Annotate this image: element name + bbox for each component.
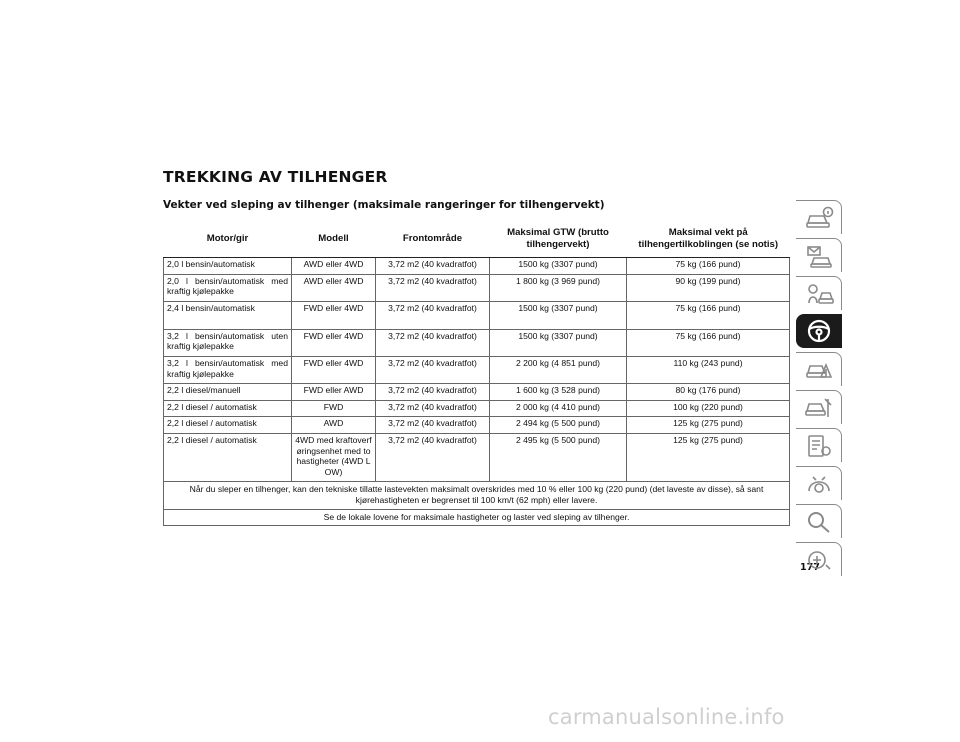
header-motor: Motor/gir <box>164 221 292 258</box>
cell-model: AWD <box>292 417 376 434</box>
cell-model: 4WD med kraftoverføringsenhet med to hastigheter (4WD LOW) <box>292 433 376 481</box>
cell-gtw: 1500 kg (3307 pund) <box>490 329 627 356</box>
chapter-tab-messages[interactable] <box>796 238 842 272</box>
header-front-area: Frontområde <box>376 221 490 258</box>
cell-tongue-weight: 75 kg (166 pund) <box>627 329 790 356</box>
cell-gtw: 1 800 kg (3 969 pund) <box>490 274 627 301</box>
cell-gtw: 2 494 kg (5 500 pund) <box>490 417 627 434</box>
table-row <box>164 400 790 417</box>
cell-motor: 2,2 l diesel / automatisk <box>164 400 292 417</box>
cell-model: AWD eller 4WD <box>292 274 376 301</box>
header-max-tongue-weight: Maksimal vekt på tilhengertilkoblingen (se notis) <box>627 221 790 258</box>
cell-front-area: 3,72 m2 (40 kvadratfot) <box>376 417 490 434</box>
car-message-icon <box>804 243 834 269</box>
cell-gtw: 2 000 kg (4 410 pund) <box>490 400 627 417</box>
cell-front-area: 3,72 m2 (40 kvadratfot) <box>376 301 490 329</box>
table-subtitle: Vekter ved sleping av tilhenger (maksimale rangeringer for tilhengervekt) <box>163 199 605 211</box>
car-emergency-icon <box>804 357 834 383</box>
search-icon <box>804 509 834 535</box>
header-max-gtw: Maksimal GTW (brutto tilhengervekt) <box>490 221 627 258</box>
cell-tongue-weight: 125 kg (275 pund) <box>627 417 790 434</box>
multimedia-icon <box>804 471 834 497</box>
table-header-row <box>164 221 790 258</box>
page-number: 177 <box>800 562 820 573</box>
cell-front-area: 3,72 m2 (40 kvadratfot) <box>376 433 490 481</box>
table-row <box>164 356 790 383</box>
cell-tongue-weight: 90 kg (199 pund) <box>627 274 790 301</box>
cell-motor: 2,2 l diesel / automatisk <box>164 417 292 434</box>
cell-model: FWD eller 4WD <box>292 301 376 329</box>
cell-model: FWD eller 4WD <box>292 356 376 383</box>
overload-note: Når du sleper en tilhenger, kan den tekniske tillatte lastevekten maksimalt overskrides med 10 % eller 100 kg (220 pund) (det laveste av disse), så sant kjørehastigheten er begrenset til 100 km/t (62 mph) eller lavere. <box>164 482 790 509</box>
cell-model: FWD eller AWD <box>292 384 376 401</box>
cell-front-area: 3,72 m2 (40 kvadratfot) <box>376 258 490 275</box>
cell-front-area: 3,72 m2 (40 kvadratfot) <box>376 384 490 401</box>
chapter-tab-car-info[interactable] <box>796 200 842 234</box>
section-title: TREKKING AV TILHENGER <box>163 168 388 186</box>
cell-front-area: 3,72 m2 (40 kvadratfot) <box>376 356 490 383</box>
cell-gtw: 1500 kg (3307 pund) <box>490 301 627 329</box>
cell-front-area: 3,72 m2 (40 kvadratfot) <box>376 274 490 301</box>
cell-tongue-weight: 110 kg (243 pund) <box>627 356 790 383</box>
table-note-row <box>164 509 790 526</box>
table-row <box>164 384 790 401</box>
cell-motor: 3,2 l bensin/automatisk uten kraftig kjølepakke <box>164 329 292 356</box>
cell-tongue-weight: 125 kg (275 pund) <box>627 433 790 481</box>
chapter-tab-specifications[interactable] <box>796 428 842 462</box>
chapter-tab-multimedia[interactable] <box>796 466 842 500</box>
car-info-icon <box>804 205 834 231</box>
cell-model: AWD eller 4WD <box>292 258 376 275</box>
chapter-tab-service[interactable] <box>796 390 842 424</box>
cell-motor: 2,2 l diesel / automatisk <box>164 433 292 481</box>
table-row <box>164 258 790 275</box>
cell-tongue-weight: 80 kg (176 pund) <box>627 384 790 401</box>
chapter-tab-safety[interactable] <box>796 276 842 310</box>
table-row <box>164 417 790 434</box>
specifications-icon <box>804 433 834 459</box>
table-row <box>164 329 790 356</box>
cell-motor: 2,0 l bensin/automatisk <box>164 258 292 275</box>
chapter-tabs <box>796 200 842 580</box>
cell-tongue-weight: 75 kg (166 pund) <box>627 258 790 275</box>
table-row <box>164 301 790 329</box>
cell-model: FWD <box>292 400 376 417</box>
cell-motor: 3,2 l bensin/automatisk med kraftig kjølepakke <box>164 356 292 383</box>
chapter-tab-index[interactable] <box>796 542 842 576</box>
cell-model: FWD eller 4WD <box>292 329 376 356</box>
chapter-tab-search[interactable] <box>796 504 842 538</box>
cell-front-area: 3,72 m2 (40 kvadratfot) <box>376 329 490 356</box>
towing-weights-table <box>163 221 790 526</box>
cell-gtw: 1500 kg (3307 pund) <box>490 258 627 275</box>
car-service-icon <box>804 395 834 421</box>
cell-gtw: 2 495 kg (5 500 pund) <box>490 433 627 481</box>
chapter-tab-driving[interactable] <box>796 314 842 348</box>
local-laws-note: Se de lokale lovene for maksimale hastigheter og laster ved sleping av tilhenger. <box>164 509 790 526</box>
cell-motor: 2,0 l bensin/automatisk med kraftig kjølepakke <box>164 274 292 301</box>
header-model: Modell <box>292 221 376 258</box>
table-row <box>164 433 790 481</box>
table-row <box>164 274 790 301</box>
car-safety-icon <box>804 281 834 307</box>
cell-motor: 2,4 l bensin/automatisk <box>164 301 292 329</box>
cell-front-area: 3,72 m2 (40 kvadratfot) <box>376 400 490 417</box>
table-note-row <box>164 482 790 509</box>
chapter-tab-emergency[interactable] <box>796 352 842 386</box>
cell-gtw: 1 600 kg (3 528 pund) <box>490 384 627 401</box>
cell-tongue-weight: 100 kg (220 pund) <box>627 400 790 417</box>
cell-gtw: 2 200 kg (4 851 pund) <box>490 356 627 383</box>
watermark: carmanualsonline.info <box>548 705 785 729</box>
index-icon <box>804 547 834 573</box>
steering-wheel-icon <box>804 318 834 344</box>
cell-motor: 2,2 l diesel/manuell <box>164 384 292 401</box>
cell-tongue-weight: 75 kg (166 pund) <box>627 301 790 329</box>
